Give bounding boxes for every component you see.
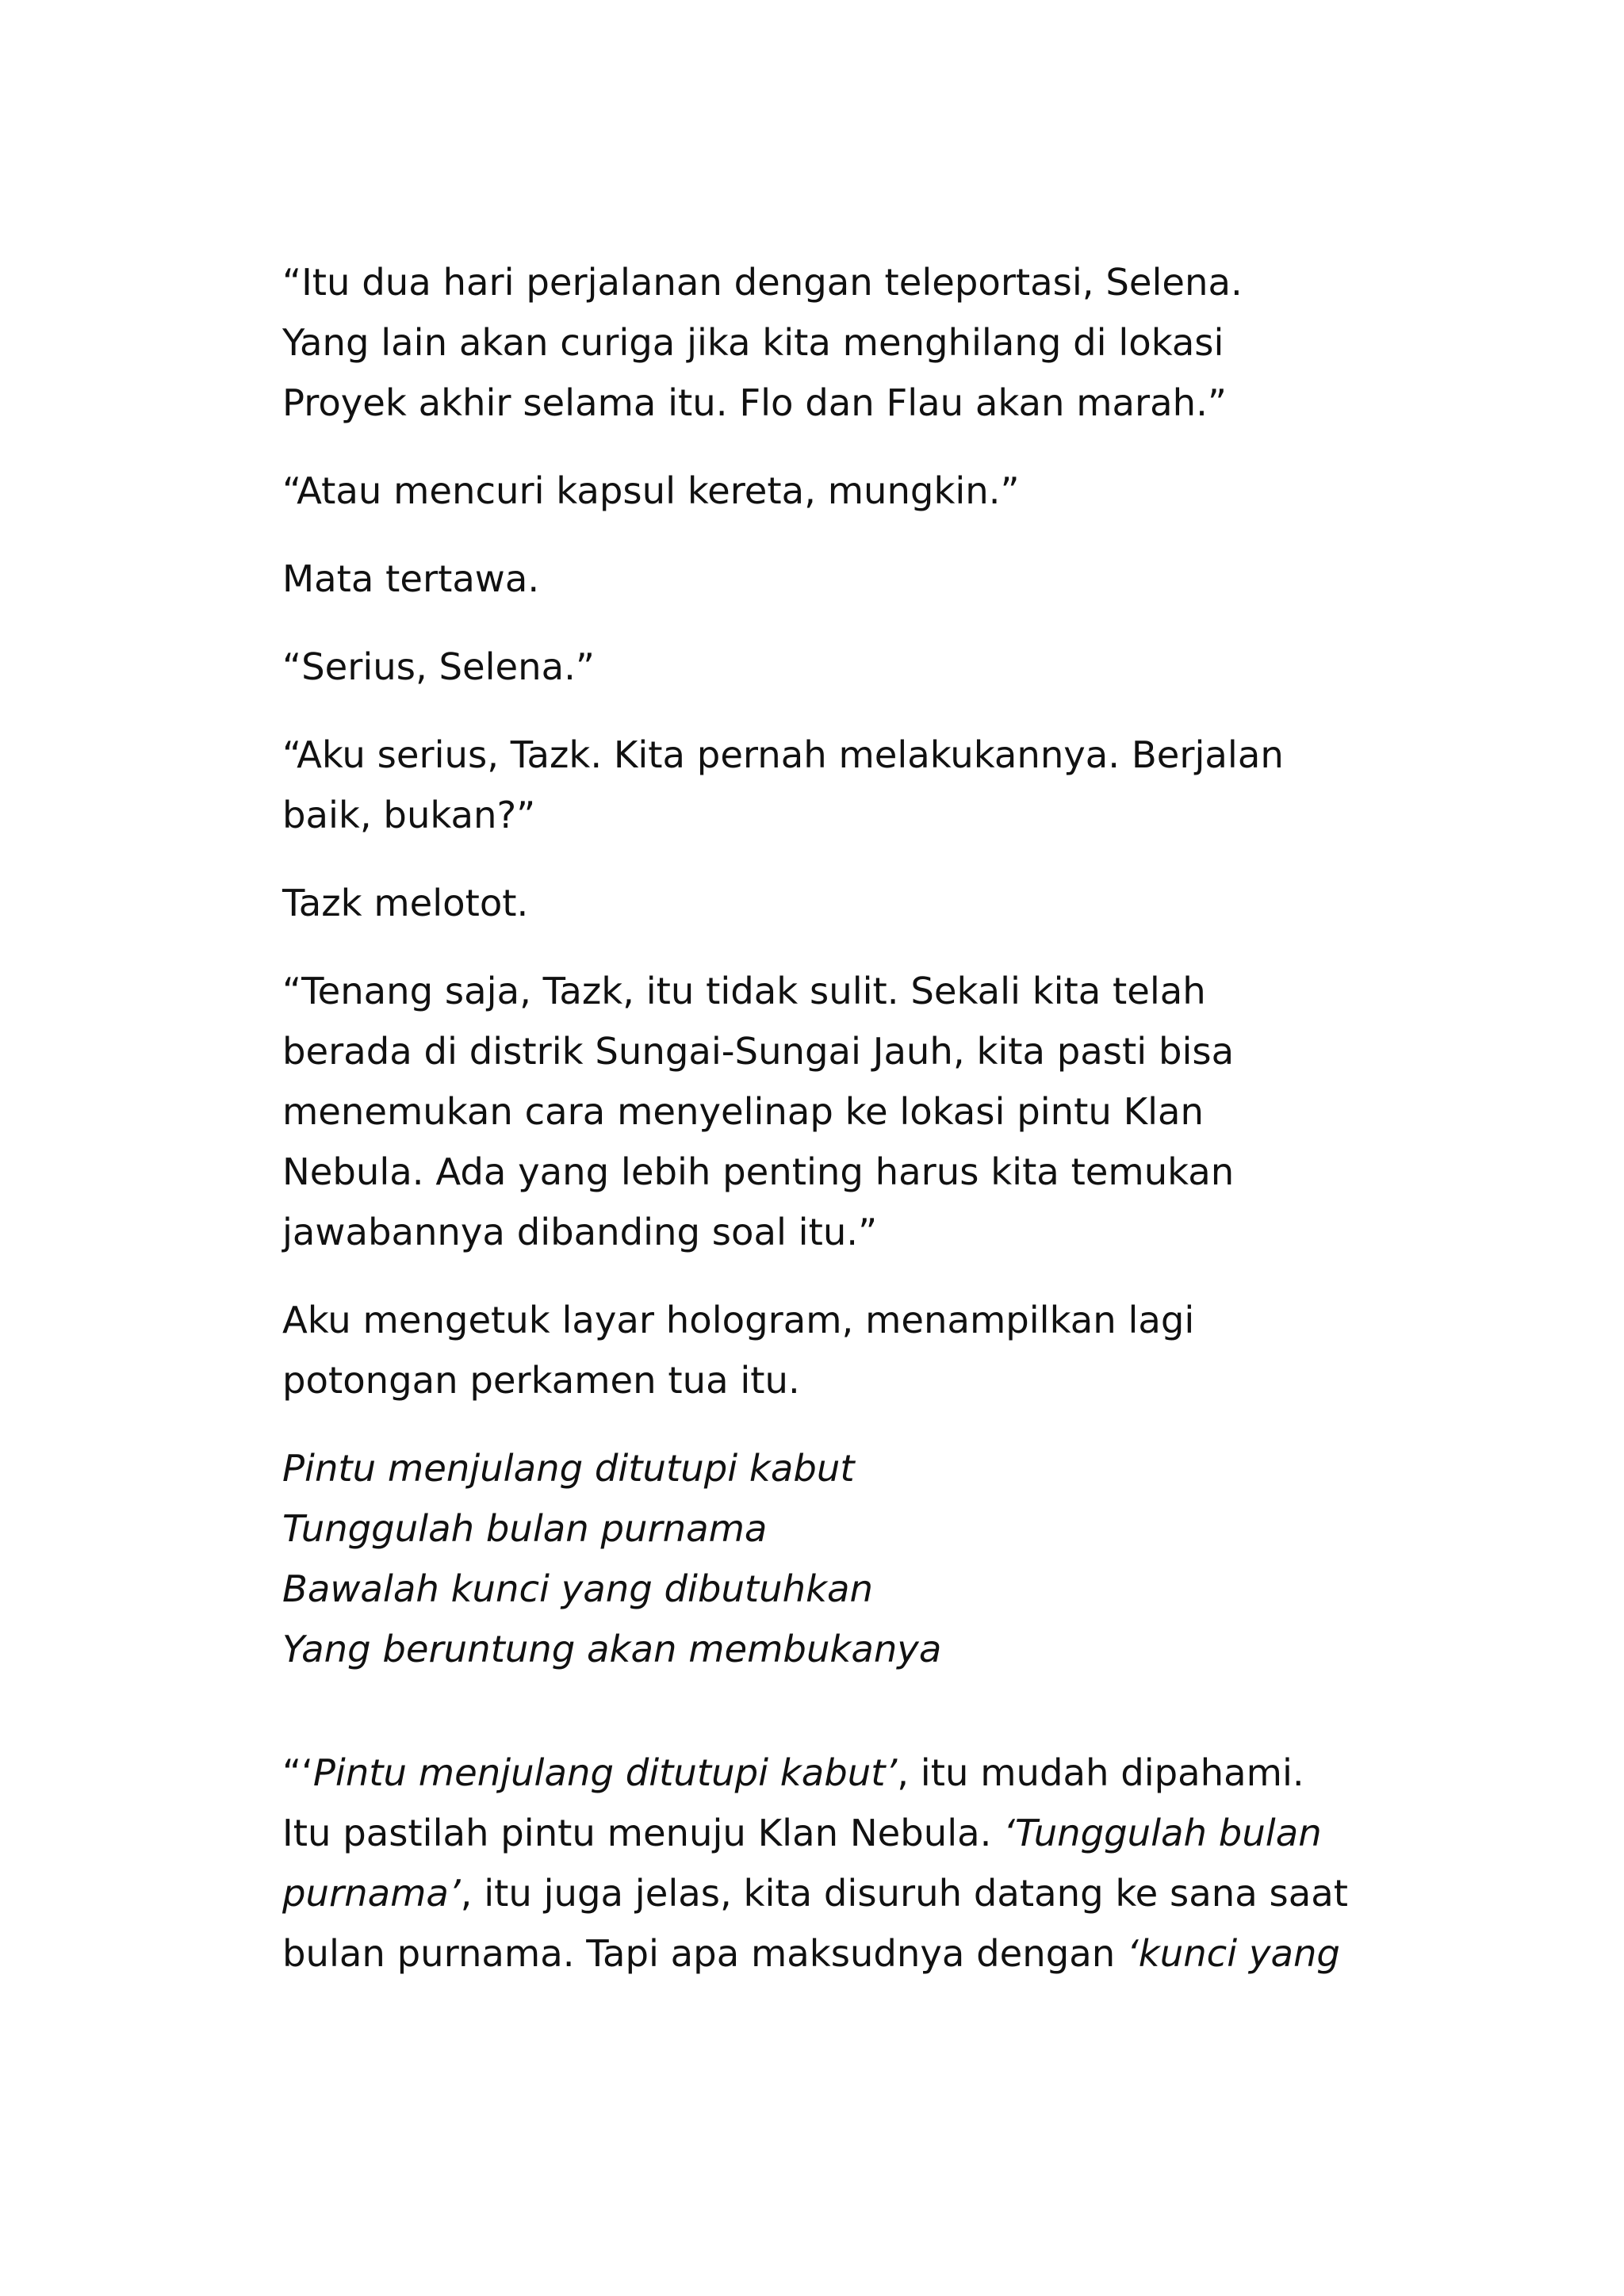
final-segment-9: ‘kunci yang xyxy=(1127,1932,1340,1975)
poem-excerpt xyxy=(282,1438,1408,1679)
poem-line-1: Pintu menjulang ditutupi kabut xyxy=(282,1447,855,1490)
final-segment-5: ‘Tunggulah bulan xyxy=(1003,1812,1322,1854)
final-segment-3: , itu mudah dipahami. xyxy=(897,1751,1304,1794)
paragraph-1: “Itu dua hari perjalanan dengan teleportasi, Selena. Yang lain akan curiga jika kita menghilang di lokasi Proyek akhir selama itu. Flo dan Flau akan marah.” xyxy=(282,261,1243,424)
final-segment-6: purnama’ xyxy=(282,1872,461,1915)
paragraph-4: “Serius, Selena.” xyxy=(282,645,596,688)
final-segment-1: “‘ xyxy=(282,1751,313,1794)
book-page xyxy=(282,252,1408,2011)
paragraph-final xyxy=(282,1743,1408,1984)
paragraph-2: “Atau mencuri kapsul kereta, mungkin.” xyxy=(282,469,1020,512)
poem-line-3: Bawalah kunci yang dibutuhkan xyxy=(282,1567,873,1610)
final-segment-8: bulan purnama. Tapi apa maksudnya dengan xyxy=(282,1932,1128,1975)
paragraph-7: “Tenang saja, Tazk, itu tidak sulit. Sekali kita telah berada di distrik Sungai-Sungai Jauh, kita pasti bisa menemukan cara menyelinap ke lokasi pintu Klan Nebula. Ada yang lebih penting harus kita temukan jawabannya dibanding soal itu.” xyxy=(282,970,1235,1253)
final-segment-4: Itu pastilah pintu menuju Klan Nebula. xyxy=(282,1812,1004,1854)
final-segment-2: Pintu menjulang ditutupi kabut’ xyxy=(312,1751,898,1794)
paragraph-6: Tazk melotot. xyxy=(282,882,529,924)
poem-line-2: Tunggulah bulan purnama xyxy=(282,1507,768,1550)
paragraph-8: Aku mengetuk layar hologram, menampilkan lagi potongan perkamen tua itu. xyxy=(282,1299,1195,1402)
paragraph-5: “Aku serius, Tazk. Kita pernah melakukannya. Berjalan baik, bukan?” xyxy=(282,733,1284,836)
final-segment-7: , itu juga jelas, kita disuruh datang ke sana saat xyxy=(460,1872,1348,1915)
poem-line-4: Yang beruntung akan membukanya xyxy=(282,1628,942,1670)
paragraph-3: Mata tertawa. xyxy=(282,557,540,600)
